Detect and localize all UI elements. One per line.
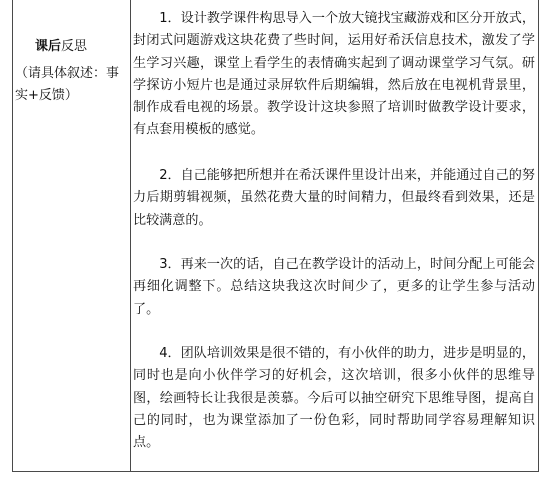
section-title-bold: 课后 <box>35 39 62 54</box>
reflection-paragraph-1: 1．设计教学课件构思导入一个放大镜找宝藏游戏和区分开放式，封闭式问题游戏这块花费了些时间，运用好希沃信息技术，激发了学生学习兴趣，课堂上看学生的表情确实起到了调动课堂学习气氛。研学探访小短片也是通过录屏软件后期编辑，然后放在电视机背景里，制作成看电视的场景。教学设计这块参照了培训时做教学设计要求，有点套用模板的感觉。 <box>133 11 535 138</box>
content-cell <box>131 0 538 471</box>
section-title-rest: 反思 <box>61 39 88 54</box>
reflection-table <box>12 0 539 472</box>
reflection-paragraph-3: 3．再来一次的话，自己在教学设计的活动上，时间分配上可能会再细化调整下。总结这块我这次时间少了，更多的让学生参与活动了。 <box>133 257 535 317</box>
section-title <box>35 37 87 57</box>
reflection-paragraph-4: 4．团队培训效果是很不错的，有小伙伴的助力，进步是明显的，同时也是向小伙伴学习的好机会，这次培训，很多小伙伴的思维导图，绘画特长让我很是羡慕。今后可以抽空研究下思维导图，提高自己的同时，也为课堂添加了一份色彩，同时帮助同学容易理解知识点。 <box>133 346 535 451</box>
section-instruction: （请具体叙述：事实+反馈） <box>15 66 120 103</box>
reflection-paragraph-2: 2．自己能够把所想并在希沃课件里设计出来，并能通过自己的努力后期剪辑视频，虽然花费大量的时间精力，但最终看到效果，还是比较满意的。 <box>133 168 535 228</box>
label-cell <box>13 0 131 471</box>
